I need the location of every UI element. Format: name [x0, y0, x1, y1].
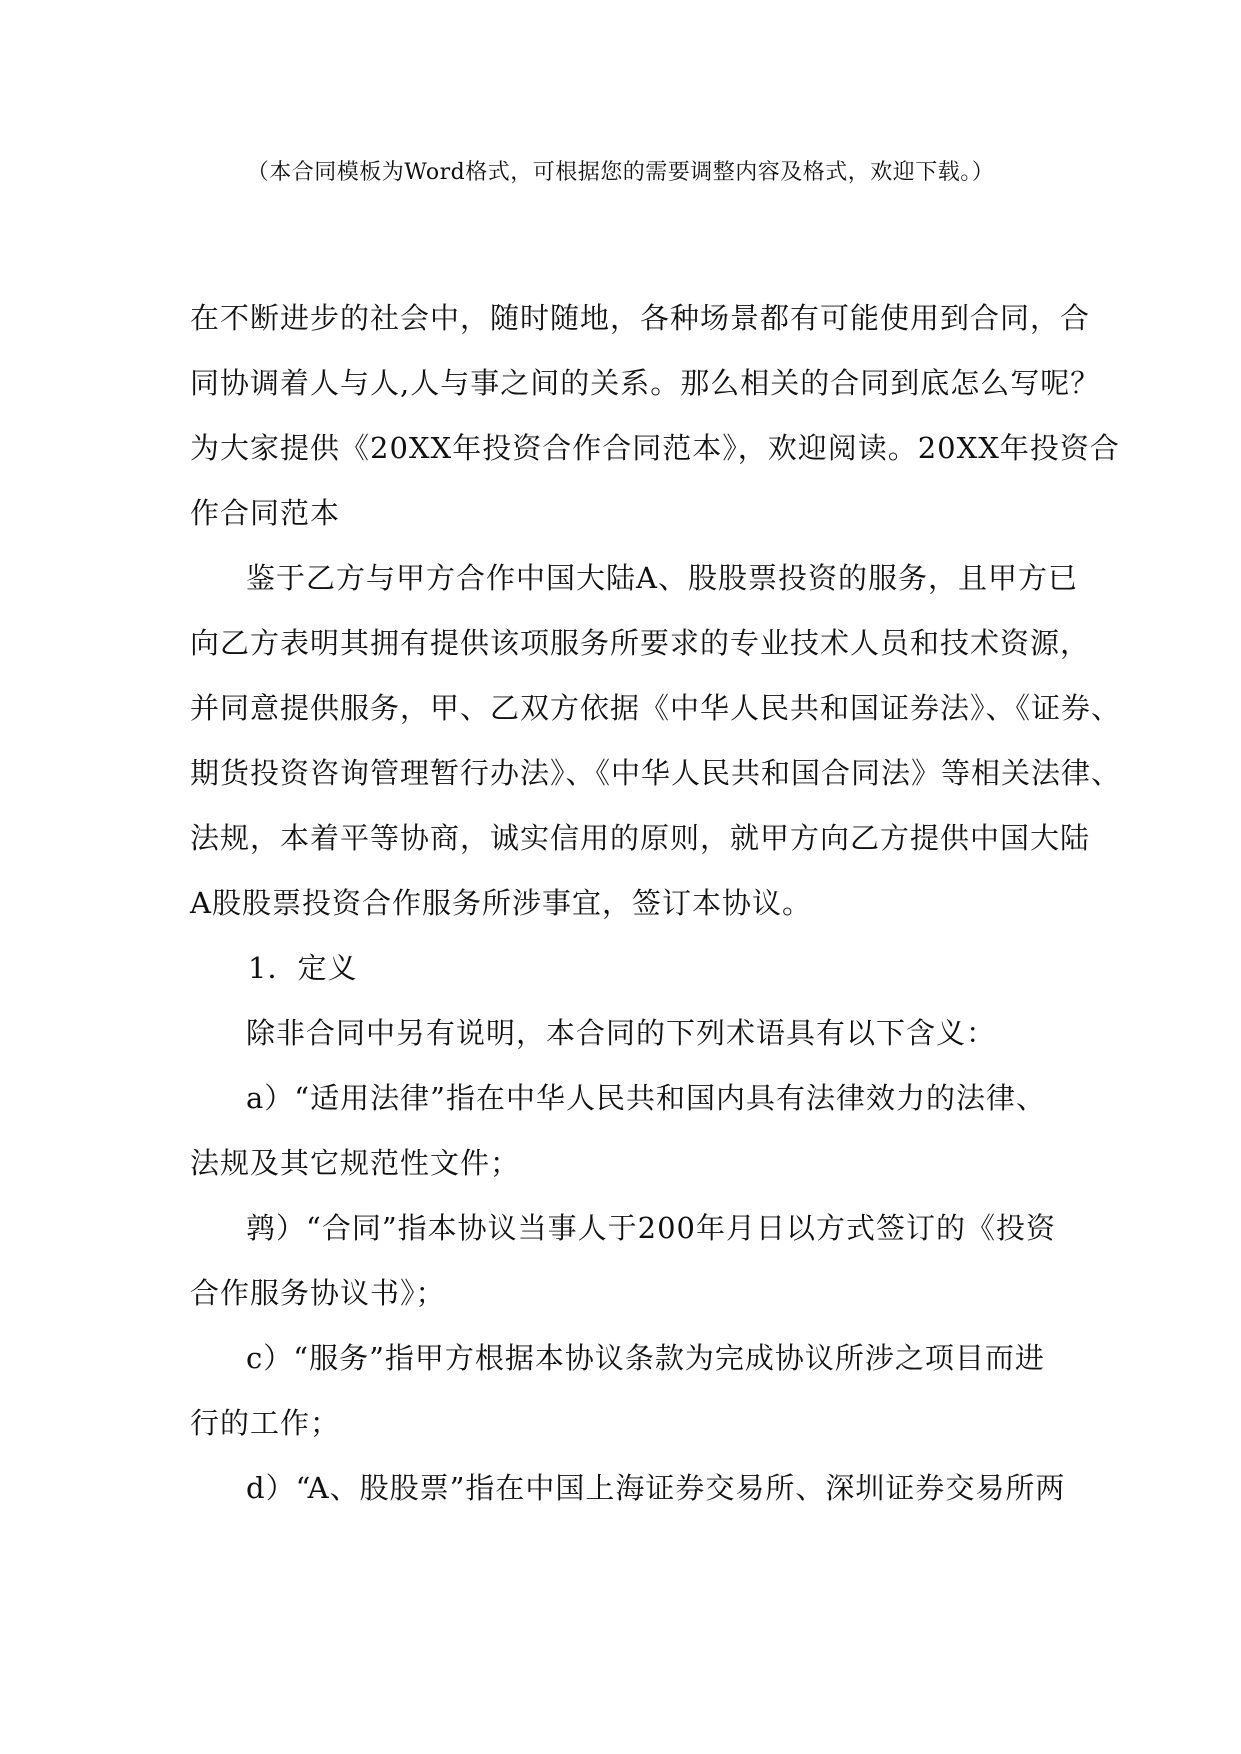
body-line: 期货投资咨询管理暂行办法》、《中华人民共和国合同法》等相关法律、	[190, 756, 1122, 790]
body-line: 法规及其它规范性文件；	[190, 1146, 521, 1180]
body-line: 合作服务协议书》；	[190, 1276, 446, 1310]
body-line: 除非合同中另有说明，本合同的下列术语具有以下含义：	[246, 1016, 997, 1050]
body-line: 法规，本着平等协商，诚实信用的原则，就甲方向乙方提供中国大陆	[190, 821, 1091, 855]
body-line: 向乙方表明其拥有提供该项服务所要求的专业技术人员和技术资源，	[190, 626, 1091, 660]
body-line: 作合同范本	[190, 496, 341, 530]
section-heading: 1．定义	[248, 951, 358, 985]
body-line: c）“服务”指甲方根据本协议条款为完成协议所涉之项目而进	[246, 1341, 1045, 1375]
body-line: 并同意提供服务，甲、乙双方依据《中华人民共和国证券法》、《证券、	[190, 691, 1122, 725]
body-line: A股股票投资合作服务所涉事宜，签订本协议。	[190, 886, 812, 920]
body-line: 同协调着人与人,人与事之间的关系。那么相关的合同到底怎么写呢？	[190, 366, 1101, 400]
body-line: 在不断进步的社会中，随时随地，各种场景都有可能使用到合同，合	[190, 301, 1091, 335]
template-note: （本合同模板为Word格式，可根据您的需要调整内容及格式，欢迎下载。）	[246, 160, 995, 185]
body-line: a）“适用法律”指在中华人民共和国内具有法律效力的法律、	[246, 1081, 1046, 1115]
body-line: 为大家提供《20XX年投资合作合同范本》，欢迎阅读。20XX年投资合	[190, 431, 1120, 465]
body-line: 鹑）“合同”指本协议当事人于200年月日以方式签订的《投资	[246, 1211, 1057, 1245]
body-line: 行的工作；	[190, 1406, 341, 1440]
body-line: 鉴于乙方与甲方合作中国大陆A、股股票投资的服务，且甲方已	[246, 561, 1078, 595]
body-line: d）“A、股股票”指在中国上海证券交易所、深圳证券交易所两	[246, 1471, 1066, 1505]
